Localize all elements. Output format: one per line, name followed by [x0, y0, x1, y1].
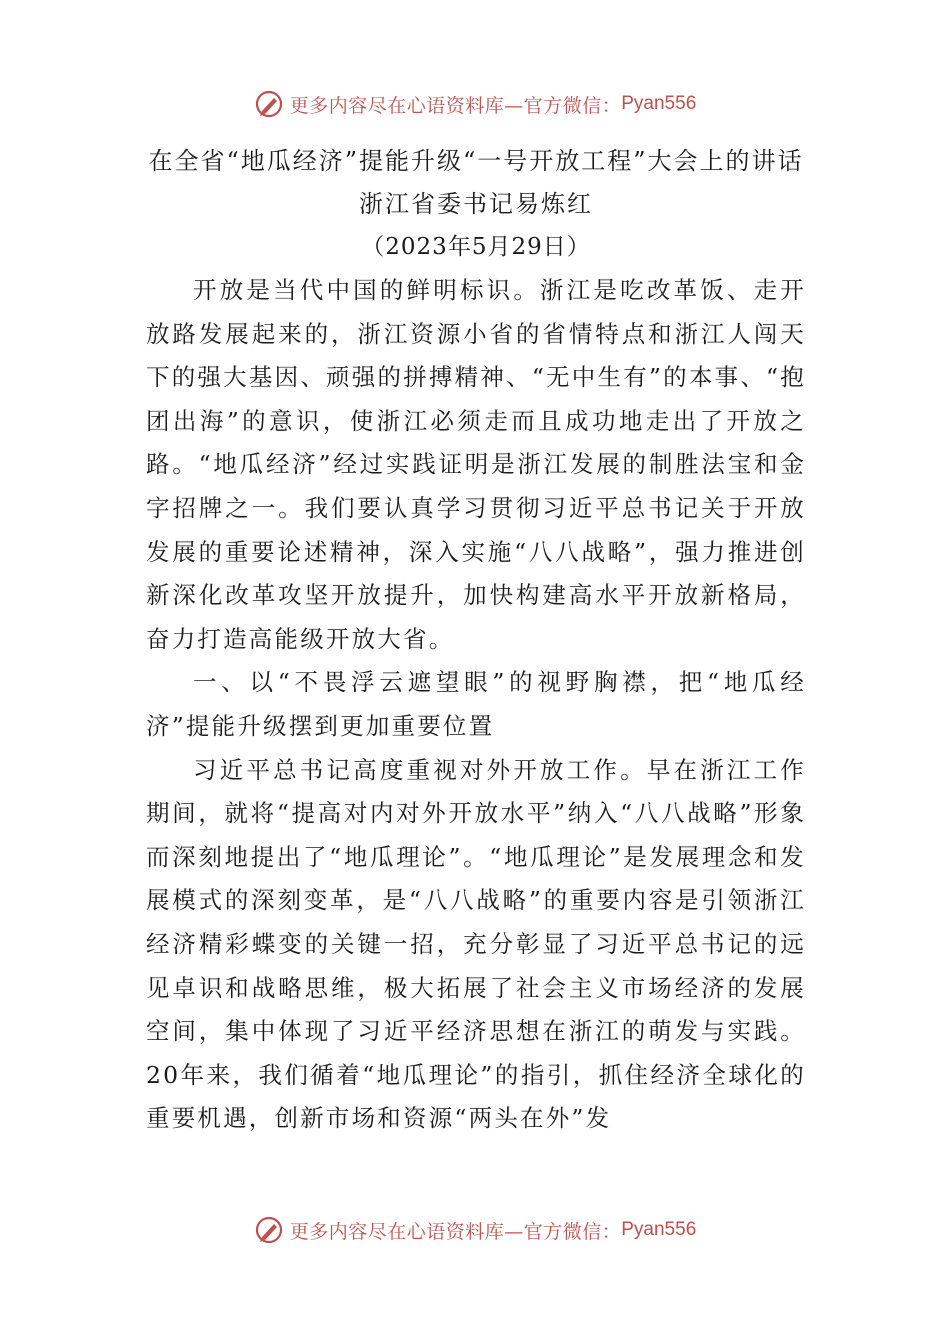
document-title: 在全省“地瓜经济”提能升级“一号开放工程”大会上的讲话 — [148, 147, 804, 175]
watermark-header — [0, 84, 950, 124]
pen-logo-icon — [254, 1215, 284, 1245]
watermark-text: 更多内容尽在心语资料库—官方微信： — [289, 1220, 622, 1243]
paragraph-section-1: 习近平总书记高度重视对外开放工作。早在浙江工作期间，就将“提高对内对外开放水平”纳入“八八战略”形象而深刻地提出了“地瓜理论”。“地瓜理论”是发展理念和发展模式的深刻变革，是“八八战略”的重要内容是引领浙江经济精彩蝶变的关键一招，充分彰显了习近平总书记的远见卓识和战略思维，极大拓展了社会主义市场经济的发展空间，集中体现了习近平经济思想在浙江的萌发与实践。20年来，我们循着“地瓜理论”的指引，抓住经济全球化的重要机遇，创新市场和资源“两头在外”发 — [146, 755, 806, 1133]
section-heading-1: 一、以“不畏浮云遮望眼”的视野胸襟，把“地瓜经济”提能升级摆到更加重要位置 — [146, 668, 806, 740]
document-speaker: 浙江省委书记易炼红 — [359, 190, 593, 218]
watermark-text: 更多内容尽在心语资料库—官方微信： — [289, 94, 622, 117]
watermark-handle: Pyan556 — [621, 93, 697, 114]
pen-logo-icon — [254, 89, 284, 119]
document-date: （2023年5月29日） — [361, 234, 591, 260]
watermark-handle: Pyan556 — [621, 1219, 697, 1240]
paragraph-intro: 开放是当代中国的鲜明标识。浙江是吃改革饭、走开放路发展起来的，浙江资源小省的省情特点和浙江人闯天下的强大基因、顽强的拼搏精神、“无中生有”的本事、“抱团出海”的意识，使浙江必须走而且成功地走出了开放之路。“地瓜经济”经过实践证明是浙江发展的制胜法宝和金字招牌之一。我们要认真学习贯彻习近平总书记关于开放发展的重要论述精神，深入实施“八八战略”，强力推进创新深化改革攻坚开放提升，加快构建高水平开放新格局，奋力打造高能级开放大省。 — [146, 276, 806, 653]
document-body — [146, 140, 806, 1141]
watermark-footer — [0, 1210, 950, 1250]
